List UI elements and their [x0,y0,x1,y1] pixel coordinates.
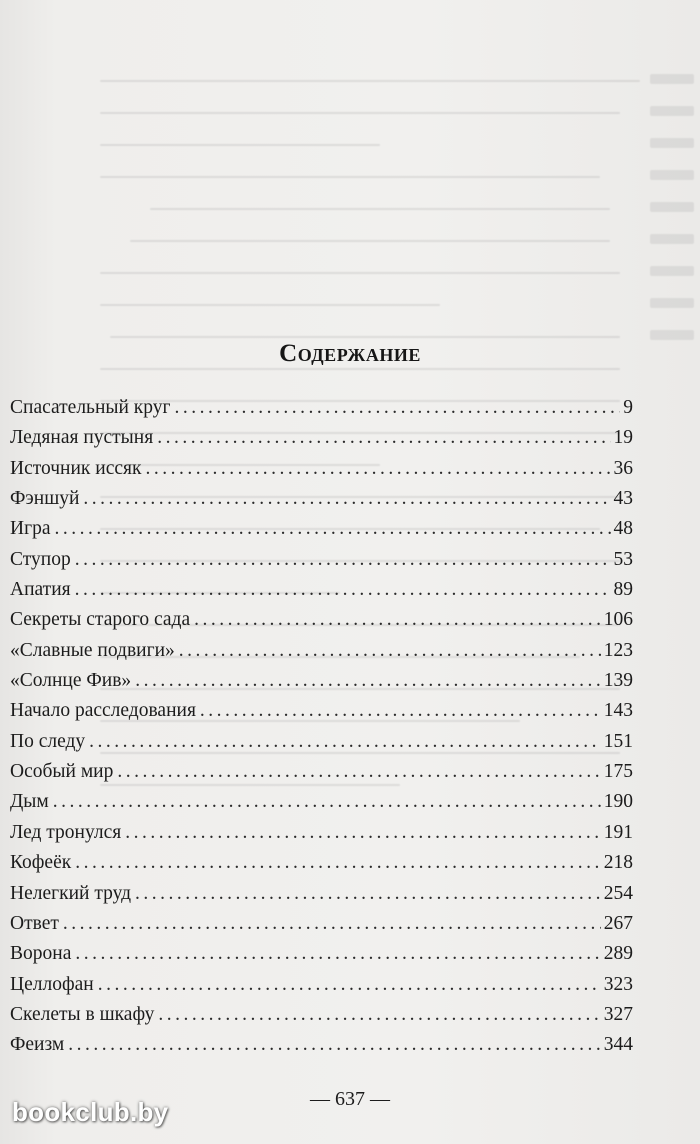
toc-leader-dots [63,909,601,939]
toc-entry [10,909,633,939]
toc-leader-dots [53,787,601,817]
toc-entry [10,879,633,909]
toc-entry [10,1030,633,1060]
toc-entry-title: Секреты старого сада [10,609,191,631]
toc-leader-dots [68,1030,600,1060]
toc-entry-title: Скелеты в шкафу [10,1003,155,1025]
toc-entry [10,757,633,787]
toc-entry [10,423,633,453]
toc-leader-dots [158,1000,600,1030]
toc-entry [10,605,633,635]
toc-entry-title: Начало расследования [10,700,196,722]
toc-entry [10,696,633,726]
toc-entry-title: Апатия [10,579,71,601]
toc-entry [10,484,633,514]
toc-entry-title: Ступор [10,548,71,570]
toc-entry-title: «Солнце Фив» [10,670,132,692]
toc-entry [10,727,633,757]
toc-entry [10,818,633,848]
table-of-contents [10,393,633,1061]
toc-entry-title: Особый мир [10,761,114,783]
contents-heading: Содержание [279,340,421,367]
toc-entry-page: 267 [603,912,633,934]
toc-leader-dots [75,575,611,605]
toc-entry-page: 190 [603,791,633,813]
toc-entry [10,970,633,1000]
toc-entry-title: Кофеёк [10,852,72,874]
toc-entry-title: Феизм [10,1034,65,1056]
toc-entry-page: 106 [603,609,633,631]
toc-entry-page: 36 [613,457,633,479]
toc-entry-page: 191 [603,821,633,843]
toc-entry-page: 327 [603,1003,633,1025]
toc-entry [10,393,633,423]
toc-entry [10,514,633,544]
toc-entry [10,454,633,484]
toc-entry-page: 289 [603,943,633,965]
toc-entry-title: Ответ [10,912,59,934]
toc-entry-title: «Славные подвиги» [10,639,175,661]
toc-entry-page: 139 [603,670,633,692]
toc-entry-title: Ворона [10,943,72,965]
toc-leader-dots [145,454,610,484]
toc-entry [10,666,633,696]
toc-entry [10,545,633,575]
toc-entry-title: Спасательный круг [10,397,171,418]
toc-entry-page: 175 [603,761,633,783]
toc-entry-title: Нелегкий труд [10,882,132,904]
toc-leader-dots [194,605,601,635]
toc-entry-title: Ледяная пустыня [10,427,154,449]
toc-leader-dots [135,666,601,696]
toc-entry-page: 48 [613,518,633,540]
toc-leader-dots [200,696,601,726]
toc-entry-page: 123 [603,639,633,661]
toc-entry [10,636,633,666]
toc-leader-dots [75,545,611,575]
toc-entry [10,939,633,969]
toc-leader-dots [98,970,601,1000]
toc-entry-page: 344 [603,1034,633,1056]
toc-entry [10,848,633,878]
toc-leader-dots [89,727,601,757]
toc-leader-dots [157,423,610,453]
toc-leader-dots [83,484,610,514]
watermark: bookclub.by [12,1097,169,1127]
toc-entry-title: По следу [10,730,86,752]
toc-entry-page: 89 [613,579,633,601]
toc-leader-dots [175,393,621,423]
toc-leader-dots [117,757,600,787]
toc-entry-page: 19 [613,427,633,449]
toc-entry-title: Источник иссяк [10,457,142,479]
page-number: — 637 — [310,1088,390,1110]
toc-entry-page: 323 [603,973,633,995]
toc-entry [10,787,633,817]
toc-leader-dots [75,848,601,878]
toc-entry-title: Целлофан [10,973,94,995]
toc-entry-page: 151 [603,730,633,752]
toc-leader-dots [135,879,601,909]
toc-entry-page: 53 [613,548,633,570]
toc-entry-page: 143 [603,700,633,722]
toc-entry-page: 254 [603,882,633,904]
toc-leader-dots [55,514,611,544]
toc-leader-dots [125,818,601,848]
toc-leader-dots [179,636,601,666]
toc-entry-page: 218 [603,852,633,874]
toc-entry-title: Фэншуй [10,488,80,510]
toc-entry [10,575,633,605]
toc-entry-title: Игра [10,518,51,540]
toc-entry-page: 9 [623,397,633,418]
toc-entry-page: 43 [613,488,633,510]
toc-entry-title: Лед тронулся [10,821,122,843]
toc-entry-title: Дым [10,791,49,813]
toc-entry [10,1000,633,1030]
toc-leader-dots [75,939,600,969]
